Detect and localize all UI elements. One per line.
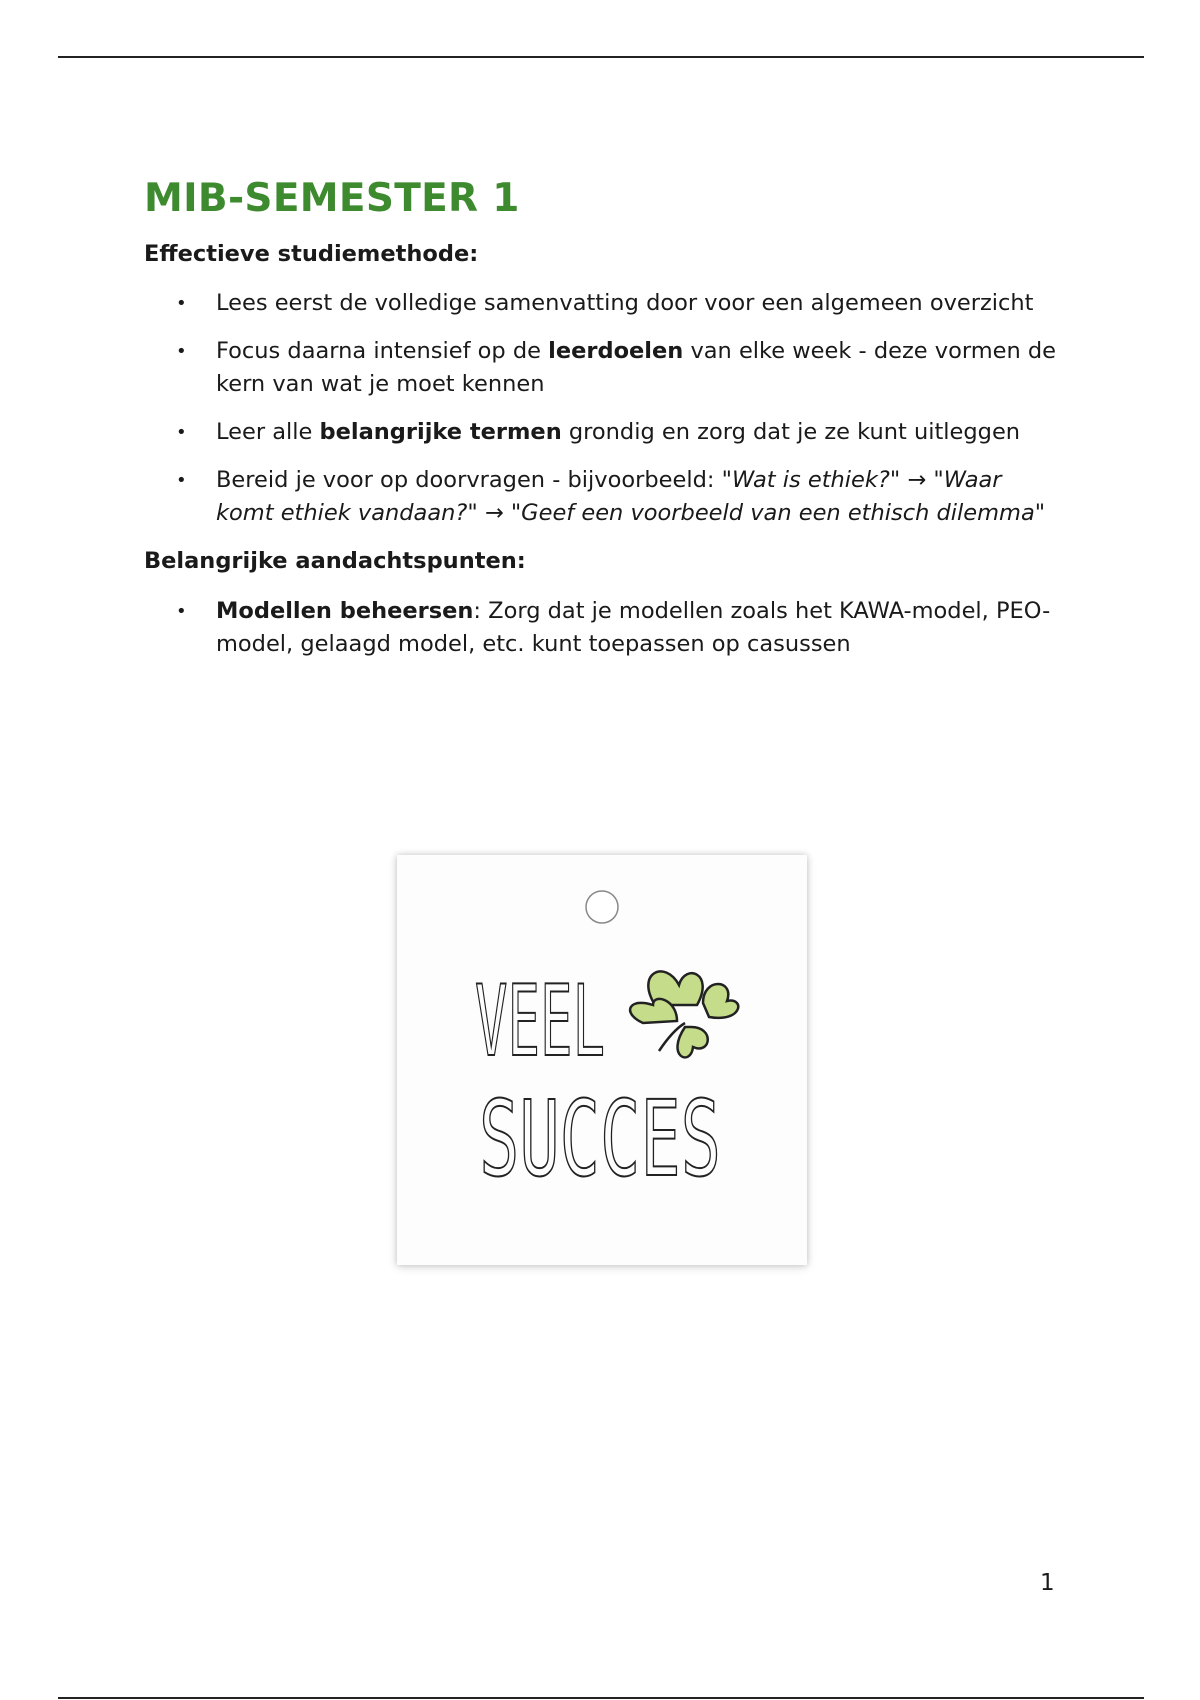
bullet-icon: • [176,470,187,492]
text-segment: Geef een voorbeeld van een ethisch dilemma [521,500,1035,527]
bullet-icon: • [176,600,187,622]
clover-icon [630,971,738,1057]
text-segment: belangrijke termen [319,419,562,446]
hang-hole-icon [586,891,618,923]
list-item [144,335,1064,401]
top-rule [58,56,1144,58]
text-segment: leerdoelen [548,338,684,365]
text-segment: Modellen beheersen [216,597,474,624]
bullet-icon: • [176,341,187,363]
text-segment: : Zorg dat je modellen zoals het KAWA-model, PEO-model, gelaagd model, etc. kunt toepassen op casussen [216,597,1051,657]
section-heading: Effectieve studiemethode: [144,240,479,267]
text-segment: Leer alle [216,419,320,446]
list-item [144,287,1064,320]
text-segment: van elke week - deze vormen de kern van wat je moet kennen [216,338,1056,398]
list-item [144,416,1064,449]
text-segment: Focus daarna intensief op de [216,338,549,365]
text-segment: " → " [467,500,522,527]
card-line-2: SUCCES [479,1078,721,1200]
good-luck-card-art [397,855,807,1265]
sections [144,239,1064,661]
list-item [144,595,1064,661]
text-segment: " [1034,500,1046,527]
bullet-icon: • [176,422,187,444]
page-number: 1 [1040,1570,1055,1596]
good-luck-card [397,855,807,1265]
bullet-list [144,287,1064,530]
text-segment: Waar komt ethiek vandaan? [216,467,1002,527]
text-segment: Wat is ethiek? [731,467,890,494]
section-heading: Belangrijke aandachtspunten: [144,548,526,575]
document-body [144,176,1064,677]
text-segment: Bereid je voor op doorvragen - bijvoorbeeld: " [216,467,732,494]
bullet-icon: • [176,293,187,315]
bullet-list [144,595,1064,661]
text-segment: Lees eerst de volledige samenvatting door voor een algemeen overzicht [216,290,1034,317]
bottom-rule [58,1697,1144,1699]
list-item [144,464,1064,530]
card-line-1: VEEL [475,965,605,1079]
text-segment: grondig en zorg dat je ze kunt uitleggen [561,419,1021,446]
text-segment: " → " [889,467,944,494]
page-title: MIB-SEMESTER 1 [144,176,520,221]
